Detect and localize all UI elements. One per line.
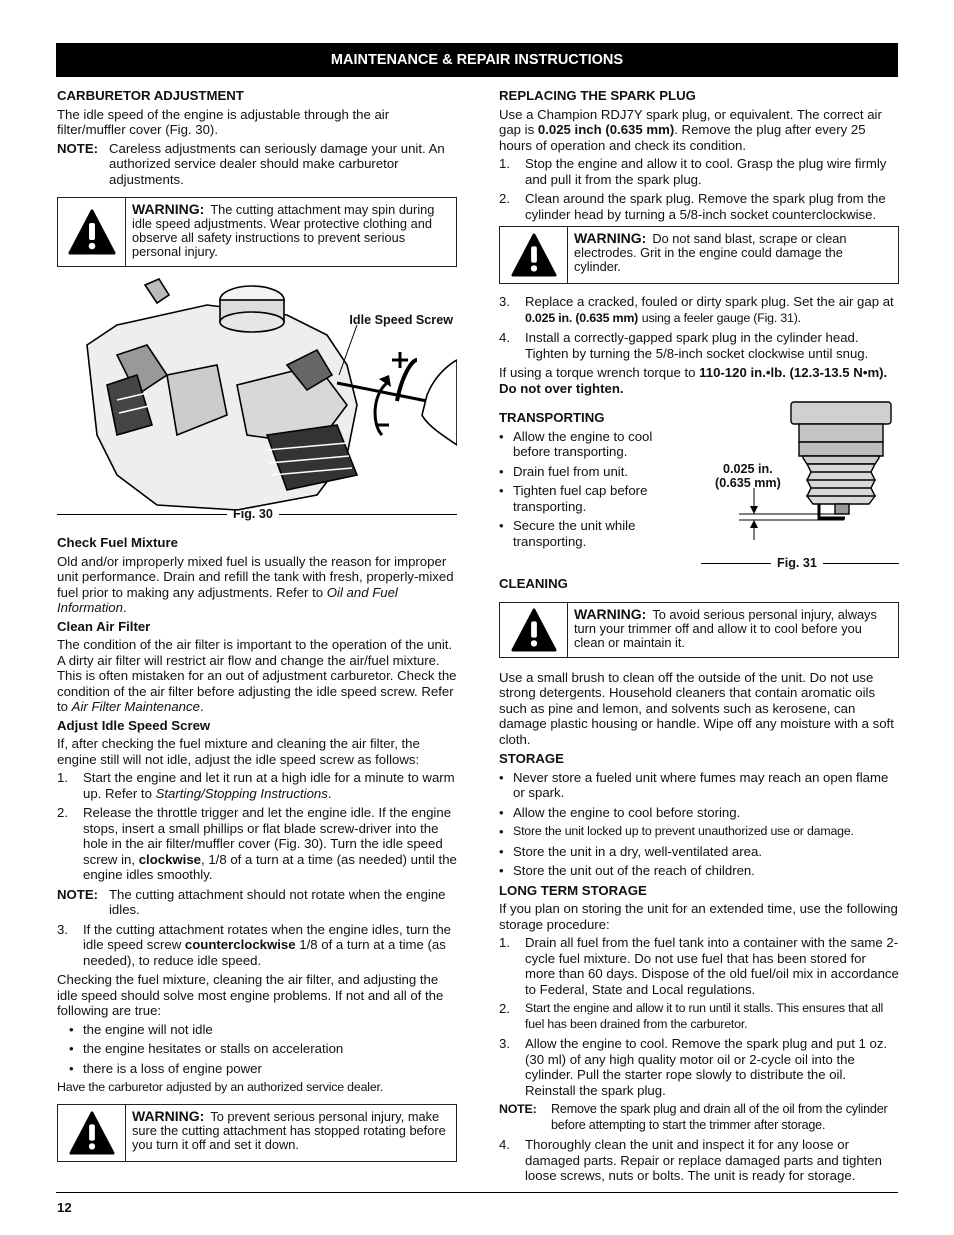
- transport-block: [499, 410, 674, 549]
- step-tail: using a feeler gauge (Fig. 31).: [641, 310, 801, 325]
- bullet-icon: •: [499, 804, 504, 820]
- list-item: [499, 1137, 899, 1184]
- adjust-idle-intro: If, after checking the fuel mixture and cleaning the air filter, the engine still will not idle, adjust the idle speed screw as follows:: [57, 736, 420, 767]
- bullet-icon: •: [499, 824, 504, 839]
- adjust-steps: [57, 770, 457, 883]
- note-label: NOTE:: [499, 1102, 537, 1116]
- warning-box-idle: [57, 197, 457, 267]
- clean-air-text: The condition of the air filter is important to the operation of the unit. A dirty air filter will restrict air flow and change the air/fuel mixture. This is often mistaken for an out of adjustment carburetor. Check the condition of the air filter before adjusting the idle speed screw. Refer to Air Filter Maintenance.: [57, 637, 457, 714]
- step-number: 1.: [499, 156, 510, 171]
- torque-body: If using a torque wrench torque to: [499, 365, 696, 380]
- carburetor-intro: The idle speed of the engine is adjustable through the air filter/muffler cover (Fig. 30).: [57, 106, 390, 137]
- warning-box-stop: [57, 1104, 457, 1162]
- intro-part: . Remove the plug after every 25 hours of operation and check its condition.: [499, 122, 866, 153]
- warning-label: WARNING:: [132, 201, 205, 217]
- gap-label: [715, 462, 781, 490]
- warning-triangle-icon: [500, 603, 568, 657]
- long-term-intro: If you plan on storing the unit for an extended time, use the following storage procedure:: [499, 901, 898, 932]
- step-text: Start the engine and allow it to run until it stalls. This ensures that all fuel has been drained from the carburetor.: [525, 1001, 884, 1031]
- list-item: [499, 1001, 899, 1032]
- list-item: [69, 1041, 457, 1057]
- step-number: 2.: [499, 1001, 510, 1016]
- list-item: [499, 464, 674, 480]
- step-body: Start the engine and let it run at a high idle for a minute to warm up. Refer to: [83, 770, 455, 801]
- torque-text: [499, 365, 899, 396]
- step-bold: 0.025 in. (0.635 mm): [525, 310, 639, 325]
- step-text: [83, 922, 457, 969]
- gap-inch: 0.025 in.: [723, 462, 773, 476]
- bullet-text: Store the unit locked up to prevent unauthorized use or damage.: [513, 824, 854, 838]
- step-text: Clean around the spark plug. Remove the spark plug from the cylinder head by turning a 5/8-inch socket counterclockwise.: [525, 191, 886, 222]
- step-number: 3.: [499, 294, 510, 309]
- warning-triangle-icon: [58, 198, 126, 266]
- adjust-steps-cont: [57, 922, 457, 969]
- figure-30-caption-row: [57, 507, 457, 523]
- note-text: Remove the spark plug and drain all of the oil from the cylinder before attempting to start the trimmer after storage.: [551, 1102, 888, 1132]
- long-term-storage-heading: LONG TERM STORAGE: [499, 882, 647, 898]
- list-item: [499, 824, 899, 840]
- list-item: [499, 156, 899, 187]
- storage-heading: STORAGE: [499, 751, 564, 766]
- page-number: 12: [57, 1200, 72, 1215]
- bullet-text: Store the unit out of the reach of children.: [513, 863, 755, 878]
- idle-speed-screw-callout: Idle Speed Screw: [349, 313, 453, 327]
- have-adjusted-text: Have the carburetor adjusted by an authorized service dealer.: [57, 1080, 383, 1094]
- step-tail: 1/8 of a turn at a time (as needed), to reduce idle speed.: [83, 937, 446, 968]
- bullet-text: the engine hesitates or stalls on acceleration: [83, 1041, 344, 1056]
- warning-text: The cutting attachment may spin during idle speed adjustments. Wear protective clothing and observe all safety instructions to prevent serious personal injury.: [132, 202, 435, 259]
- section-title: MAINTENANCE & REPAIR INSTRUCTIONS: [330, 52, 624, 68]
- warning-text: To avoid serious personal injury, always turn your trimmer off and allow it to cool before you clean or maintain it.: [574, 606, 877, 650]
- gap-mm: (0.635 mm): [715, 476, 781, 490]
- storage-steps-cont: [499, 1137, 899, 1184]
- figure-30-caption: Fig. 30: [233, 507, 273, 521]
- bullet-icon: •: [499, 518, 504, 533]
- left-column: [57, 88, 457, 1172]
- storage-list: [499, 770, 899, 879]
- step-text: Start the engine and let it run at a high idle for a minute to warm up. Refer to Starting/Stopping Instructions.: [83, 770, 455, 801]
- clean-air-heading: Clean Air Filter: [57, 618, 151, 634]
- warning-text: To prevent serious personal injury, make sure the cutting attachment has stopped rotating before you turn it off and set it down.: [132, 1108, 446, 1152]
- warning-label: WARNING:: [574, 605, 647, 622]
- step-tail: , 1/8 of a turn at a time (as needed) until the engine idles smoothly.: [83, 851, 457, 882]
- check-fuel-ref: Oil and Fuel Information: [57, 584, 398, 615]
- bullet-text: there is a loss of engine power: [83, 1060, 262, 1076]
- bullet-text: Store the unit in a dry, well-ventilated area.: [513, 843, 762, 859]
- figure-31-caption: Fig. 31: [777, 556, 817, 570]
- bullet-icon: •: [69, 1060, 74, 1076]
- spark-steps-cont: [499, 294, 899, 361]
- list-item: [57, 805, 457, 883]
- bullet-icon: •: [499, 769, 504, 785]
- bullet-text: the engine will not idle: [83, 1021, 213, 1037]
- storage-steps: [499, 935, 899, 1098]
- adjust-idle-heading: Adjust Idle Speed Screw: [57, 717, 211, 733]
- list-item: [499, 770, 899, 801]
- bullet-icon: •: [69, 1021, 74, 1037]
- spark-plug-intro: [499, 107, 899, 154]
- checking-text: Checking the fuel mixture, cleaning the air filter, and adjusting the idle speed should solve most engine problems. If not and all of the following are true:: [57, 972, 444, 1018]
- list-item: [499, 805, 899, 821]
- warning-triangle-icon: [58, 1105, 126, 1161]
- warning-box-cleaning: [499, 602, 899, 658]
- intro-part: Use a Champion RDJ7Y spark plug, or equivalent. The correct air gap is: [499, 106, 882, 137]
- step-ref: Starting/Stopping Instructions: [155, 785, 328, 801]
- spark-plug-heading: REPLACING THE SPARK PLUG: [499, 88, 696, 103]
- intro-bold: 0.025 inch (0.635 mm): [537, 122, 675, 137]
- list-item: [69, 1061, 457, 1077]
- torque-bold: 110-120 in.•lb. (12.3-13.5 N•m). Do not over tighten.: [499, 365, 888, 396]
- bullet-icon: •: [69, 1041, 74, 1056]
- list-item: [57, 922, 457, 969]
- list-item: [499, 1036, 899, 1098]
- step-text: Install a correctly-gapped spark plug in the cylinder head. Tighten by turning the 5/8-inch socket clockwise until snug.: [525, 330, 869, 361]
- caption-rule: [823, 563, 899, 564]
- step-bold: clockwise: [138, 851, 202, 867]
- bullet-icon: •: [499, 863, 504, 878]
- note-text: The cutting attachment should not rotate when the engine idles.: [109, 886, 446, 917]
- note-label: NOTE:: [57, 886, 99, 902]
- list-item: [499, 330, 899, 361]
- warning-label: WARNING:: [574, 230, 647, 246]
- step-text: Drain all fuel from the fuel tank into a container with the same 2-cycle fuel mixture. Do not use fuel that has been stored for more than 60 days. Dispose of the old fuel/oil mix in accordance to Federal, State and Local regulations.: [525, 935, 899, 997]
- bullet-icon: •: [499, 483, 504, 498]
- spark-steps: [499, 156, 899, 222]
- warning-text: Do not sand blast, scrape or clean electrodes. Grit in the engine could damage the cylinder.: [574, 231, 847, 274]
- clean-air-ref: Air Filter Maintenance: [71, 699, 200, 714]
- step-text: Allow the engine to cool. Remove the spark plug and put 1 oz. (30 ml) of any high quality motor oil or 2-cycle oil into the cylinder. Pull the starter rope slowly to distribute the oil. Reinstall the spark plug.: [525, 1036, 888, 1098]
- section-banner: [56, 43, 898, 77]
- step-body: If the cutting attachment rotates when the engine idles, turn the idle speed screw: [83, 921, 452, 952]
- list-item: [499, 294, 899, 326]
- step-text: Stop the engine and allow it to cool. Grasp the plug wire firmly and pull it from the spark plug.: [525, 156, 887, 187]
- step-text: [83, 805, 457, 883]
- adjust-note: [57, 887, 457, 918]
- transport-and-figure: [499, 410, 899, 570]
- check-fuel-body: Old and/or improperly mixed fuel is usually the reason for improper unit performance. Drain and refill the tank with fresh, properly-mixed fuel prior to making any adjustments. Refer to: [57, 553, 454, 600]
- figure-31-caption-row: [701, 556, 899, 572]
- step-number: 3.: [499, 1036, 510, 1051]
- step-number: 4.: [499, 1137, 510, 1152]
- bullet-text: Tighten fuel cap before transporting.: [513, 483, 648, 514]
- clean-air-body: The condition of the air filter is important to the operation of the unit. A dirty air filter will restrict air flow and change the air/fuel mixture. This is often mistaken for an out of adjustment carburetor. Check the condition of the air filter before adjusting the idle speed screw. Refer to: [57, 637, 457, 714]
- step-number: 4.: [499, 330, 510, 345]
- list-item: [499, 935, 899, 997]
- check-fuel-text: Old and/or improperly mixed fuel is usually the reason for improper unit performance. Drain and refill the tank with fresh, properly-mixed fuel prior to making any adjustments. Refer to Oil and Fuel Information.: [57, 553, 454, 615]
- step-number: 2.: [499, 191, 510, 206]
- storage-note: [499, 1102, 899, 1133]
- step-body: Release the throttle trigger and let the engine idle. If the engine stops, insert a small phillips or flat blade screw-driver into the hole in the air filter/muffler cover (Fig. 30). Turn the idle speed screw in,: [83, 805, 452, 867]
- step-number: 3.: [57, 921, 68, 937]
- carburetor-heading: CARBURETOR ADJUSTMENT: [57, 88, 244, 103]
- step-number: 1.: [499, 935, 510, 950]
- list-item: [499, 429, 674, 460]
- footer-rule: [56, 1192, 898, 1193]
- note-label: NOTE:: [57, 140, 99, 156]
- carburetor-note: [57, 141, 457, 188]
- cleaning-heading: CLEANING: [499, 576, 568, 591]
- caption-rule: [57, 514, 227, 515]
- carburetor-illustration: [57, 275, 457, 515]
- bullet-icon: •: [499, 843, 504, 859]
- figure-31: [699, 398, 899, 568]
- step-text: Thoroughly clean the unit and inspect it for any loose or damaged parts. Repair or replace damaged parts and tighten loose screws, nuts or bolts. The unit is ready for storage.: [525, 1137, 883, 1183]
- check-fuel-heading: Check Fuel Mixture: [57, 535, 178, 550]
- bullet-text: Allow the engine to cool before storing.: [513, 804, 741, 820]
- list-item: [69, 1022, 457, 1038]
- bullet-icon: •: [499, 463, 504, 479]
- caption-rule: [701, 563, 771, 564]
- bullet-icon: •: [499, 428, 504, 444]
- caption-rule: [279, 514, 457, 515]
- list-item: [499, 863, 899, 879]
- list-item: [499, 844, 899, 860]
- transporting-heading: TRANSPORTING: [499, 410, 605, 425]
- list-item: [499, 191, 899, 222]
- figure-30: [57, 275, 457, 535]
- bullet-text: Secure the unit while transporting.: [513, 518, 636, 549]
- warning-box-sandblast: [499, 226, 899, 284]
- step-number: 2.: [57, 805, 68, 820]
- cleaning-text: Use a small brush to clean off the outside of the unit. Do not use strong detergents. Household cleaners that contain aromatic oils such as pine and lemon, and solvents such as kerosene, can damage plastic housing or handle. Wipe off any moisture with a soft cloth.: [499, 669, 894, 747]
- transport-list: [499, 429, 674, 550]
- symptom-list: [69, 1022, 457, 1077]
- step-bold: counterclockwise: [184, 937, 296, 952]
- warning-label: WARNING:: [132, 1107, 205, 1124]
- step-number: 1.: [57, 770, 68, 785]
- note-text: Careless adjustments can seriously damage your unit. An authorized service dealer should make carburetor adjustments.: [109, 140, 445, 187]
- bullet-text: Drain fuel from unit.: [513, 463, 629, 479]
- bullet-text: Allow the engine to cool before transporting.: [513, 428, 653, 459]
- step-body: Replace a cracked, fouled or dirty spark plug. Set the air gap at: [525, 294, 894, 309]
- step-text: [525, 294, 899, 326]
- right-column: [499, 88, 899, 1188]
- list-item: [499, 483, 674, 514]
- list-item: [57, 770, 457, 801]
- bullet-text: Never store a fueled unit where fumes may reach an open flame or spark.: [513, 769, 889, 800]
- list-item: [499, 518, 674, 549]
- warning-triangle-icon: [500, 227, 568, 283]
